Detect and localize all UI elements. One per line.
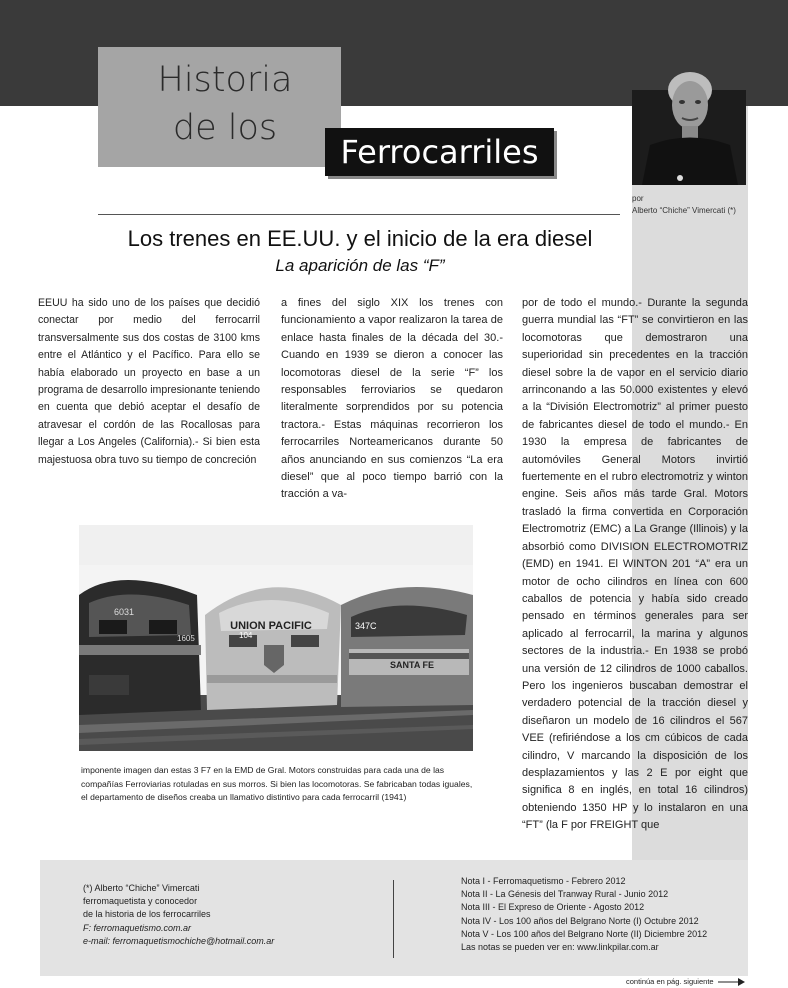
right-locomotive bbox=[341, 587, 473, 707]
author-name: Alberto “Chiche” Vimercati (*) bbox=[632, 206, 736, 215]
footer-divider bbox=[393, 880, 394, 958]
footer-author-line: ferromaquetista y conocedor bbox=[83, 896, 198, 907]
footer-author-line: de la historia de los ferrocarriles bbox=[83, 909, 211, 920]
author-credit bbox=[632, 193, 772, 217]
footer-note: Nota V - Los 100 años del Belgrano Norte (II) Diciembre 2012 bbox=[461, 928, 708, 939]
article-title: Los trenes en EE.UU. y el inicio de la era diesel bbox=[127, 226, 593, 251]
article-column-3 bbox=[522, 295, 748, 835]
header-title-tag: Ferrocarriles bbox=[325, 128, 554, 176]
right-loco-number: 347C bbox=[355, 621, 377, 631]
locomotives-photo bbox=[79, 525, 473, 751]
article-column-2 bbox=[281, 295, 503, 504]
article-column-1-text: EEUU ha sido uno de los países que decidió conectar por medio del ferrocarril transversalmente sus dos costas de 3100 kms entre el Atlántico y el Pacífico. Para ello se había elaborado un proyecto en base a un programa de desarrollo impresionante teniendo en cuenta que debió aceptar el desafío de atravesar el cordón de las Rocallosas para llegar a Los Angeles (California).- Si bien esta majestuosa obra tuvo su tiempo de concreción bbox=[38, 297, 260, 466]
header-title-line1: Historia bbox=[157, 60, 293, 100]
middle-locomotive bbox=[205, 587, 341, 710]
continue-note[interactable]: continúa en pág. siguiente bbox=[626, 977, 714, 986]
footer-email[interactable]: e-mail: ferromaquetismochiche@hotmail.com.ar bbox=[83, 935, 275, 946]
footer-author-info bbox=[83, 882, 373, 948]
footer-note[interactable]: Las notas se pueden ver en: www.linkpilar.com.ar bbox=[461, 942, 659, 953]
header-title-line2: de los bbox=[172, 108, 278, 148]
footer-website[interactable]: F: ferromaquetismo.com.ar bbox=[83, 922, 192, 933]
left-locomotive bbox=[79, 580, 201, 715]
article-column-1 bbox=[38, 295, 260, 469]
article-column-2-text: a fines del siglo XIX los trenes con funcionamiento a vapor realizaron la tarea de enlace hasta finales de la década del 30.- Cuando en 1939 se dieron a conocer las locomotoras diesel de la serie “F” los responsables ferroviarios se quedaron literalmente sorprendidos por su potencia tractora.- Estas máquinas recorrieron los ferrocarriles Norteamericanos durante 50 años anunciando en sus comienzos “La era diesel” que al poco tiempo barrió con la tracción a va- bbox=[281, 297, 503, 501]
left-loco-side: 1605 bbox=[177, 634, 195, 643]
footer-note: Nota II - La Génesis del Tranway Rural - Junio 2012 bbox=[461, 889, 669, 900]
footer-author-line: (*) Alberto “Chiche” Vimercati bbox=[83, 883, 200, 893]
left-loco-number: 6031 bbox=[114, 607, 135, 617]
title-rule bbox=[98, 214, 620, 215]
author-by: por bbox=[632, 194, 644, 203]
arrow-right-icon bbox=[718, 976, 746, 988]
middle-loco-name: UNION PACIFIC bbox=[230, 620, 312, 632]
article-column-3-text: por de todo el mundo.- Durante la segunda guerra mundial las “FT” se convirtieron en las locomotoras que demostraron una superioridad sin precedentes en la tracción diesel sobre la de vapor en el servicio diario arrinconando a las 50.000 existentes y elevó a la “División Electromotriz” al primer puesto de fabricantes diesel de todo el mundo.- En 1930 la empresa de fabricantes de automóviles General Motors invirtió fuertemente en el rubro electromotriz y winton engine. Seis años más tarde Gral. Motors trasladó la firma convertida en Corporación Electromotriz (EMC) a La Grange (Illinois) y la absorbió como DIVISION ELECTROMOTRIZ (EMD) en 1941. El WINTON 201 “A” era un motor de ocho cilindros en línea con 600 caballos de potencia y había sido creado pensado en términos generales para ser aplicado al ferrocarril, la marina y algunos sectores de la industria.- En 1938 se probó una versión de 12 cilindros de 1000 caballos. Pero los ingenieros buscaban demostrar el verdadero potencial de la tracción diesel y diseñaron un modelo de 16 cilindros el 567 VEE (refiriéndose a los cm cúbicos de cada cilindro, V marcando la disposición de los desplazamientos y las 2 E por eight que significa 8 en inglés, en total 16 cilindros) obteniendo 1350 HP y lo instalaron en una “FT” (la F por FREIGHT que bbox=[522, 297, 748, 832]
footer-note: Nota III - El Expreso de Oriente - Agosto 2012 bbox=[461, 902, 645, 913]
footer-note: Nota IV - Los 100 años del Belgrano Norte (I) Octubre 2012 bbox=[461, 915, 699, 926]
locomotives-photo-drawing bbox=[79, 525, 473, 751]
middle-loco-number: 104 bbox=[239, 631, 253, 640]
right-loco-name: SANTA FE bbox=[390, 660, 434, 670]
photo-caption: imponente imagen dan estas 3 F7 en la EMD de Gral. Motors construidas para cada una de las compañías Ferroviarias rotuladas en sus morros. Si bien las locomotoras. Se fabricaban todas iguales, el departamento de diseños creaba un llamativo distintivo para cada ferrocarril (1941) bbox=[81, 765, 473, 802]
article-subtitle: La aparición de las “F” bbox=[275, 256, 445, 275]
author-portrait-drawing bbox=[632, 50, 746, 185]
author-portrait bbox=[632, 50, 746, 185]
footer-notes bbox=[461, 875, 751, 954]
footer-note: Nota I - Ferromaquetismo - Febrero 2012 bbox=[461, 876, 626, 886]
